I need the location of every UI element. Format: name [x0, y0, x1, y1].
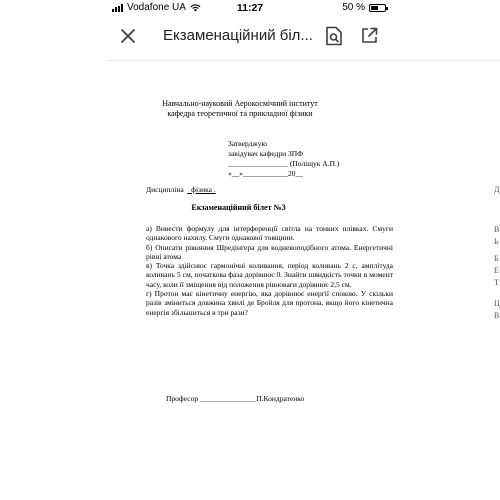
edge-mark: Т — [494, 278, 499, 287]
questions-list — [146, 224, 393, 317]
edge-mark: В — [494, 225, 500, 234]
approve-name: ________________ (Поліщук А.П.) — [228, 159, 340, 168]
close-icon[interactable] — [120, 28, 136, 44]
status-bar — [0, 0, 500, 18]
approve-label: Затверджую — [228, 139, 267, 148]
app-bar — [0, 18, 500, 56]
discipline-label: Дисципліна — [146, 185, 184, 194]
search-document-icon[interactable] — [325, 26, 343, 46]
edge-mark: Ь — [494, 237, 499, 246]
status-time: 11:27 — [236, 2, 264, 14]
open-external-icon[interactable] — [361, 27, 378, 44]
ticket-title: Екзаменаційний білет №3 — [191, 203, 286, 212]
approve-date: «__»____________20__ — [228, 169, 303, 178]
approve-role: завідувач кафедри ЗПФ — [228, 149, 304, 158]
signature-line: Професор _______________П.Кондратенко — [166, 394, 305, 403]
battery-icon — [369, 4, 386, 12]
edge-mark: Ц — [494, 299, 500, 308]
status-right — [342, 2, 386, 13]
document-title: Екзаменаційний біл... — [163, 27, 313, 44]
edge-mark: В — [494, 311, 500, 320]
edge-mark: Д — [494, 185, 500, 194]
carrier-name: Vodafone UA — [127, 2, 186, 13]
question-d: г) Протон має кінетичну енергію, яка дорівнює енергії спокою. У скільки разів зміниться довжина хвилі де Бройля для протона, якщо його кінетична енергія збільшиться в три рази? — [146, 289, 393, 317]
discipline-value: фізика — [191, 185, 212, 194]
edge-mark: Б — [494, 254, 499, 263]
department-name: кафедра теоретичної та прикладної фізики — [167, 109, 313, 118]
edge-mark: Е — [494, 266, 499, 275]
battery-level — [371, 6, 378, 10]
institute-name: Навчально-науковий Аерокосмічний інститут — [162, 99, 318, 108]
question-b: б) Описати рівняння Шредінгера для водневоподібного атома. Енергетичні рівні атома — [146, 242, 393, 261]
battery-percent: 50 % — [342, 2, 365, 13]
document-page[interactable] — [108, 60, 500, 500]
question-a: а) Вивести формулу для інтерференції світла на тонких плівках. Смуги однакового нахилу. Смуги однакової товщини. — [146, 224, 393, 243]
discipline-line: Дисципліна фізика . — [146, 185, 216, 194]
question-c: в) Точка здійснює гармонічні коливання, період коливань 2 с, амплітуда коливань 5 см, початкова фаза дорівнює 0. Знайти швидкість точки в момент часу, коли її зміщення від положення рівноваги дорівнює 2,5 см. — [146, 261, 393, 289]
